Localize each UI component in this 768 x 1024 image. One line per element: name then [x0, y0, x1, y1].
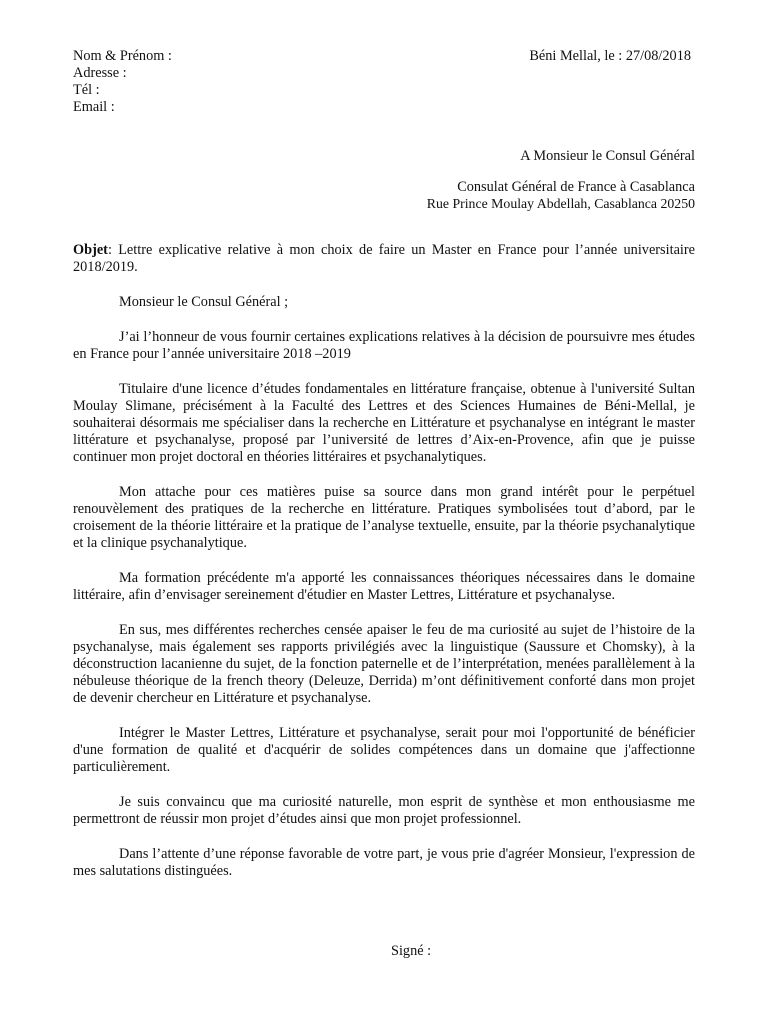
object-text: : Lettre explicative relative à mon choix de faire un Master en France pour l’année universitaire 2018/2019.	[73, 242, 695, 275]
signature-label: Signé :	[391, 943, 432, 959]
sender-phone-label: Tél :	[73, 82, 100, 98]
letter-body	[73, 242, 695, 880]
paragraph-intro: J’ai l’honneur de vous fournir certaines explications relatives à la décision de poursuivre mes études en France pour l’année universitaire 2018 –2019	[73, 329, 695, 362]
sender-address-label: Adresse :	[73, 65, 127, 81]
sender-name-label: Nom & Prénom :	[73, 48, 172, 64]
recipient-address	[427, 179, 695, 211]
sender-email-label: Email :	[73, 99, 115, 115]
paragraph-closing: Dans l’attente d’une réponse favorable de votre part, je vous prie d'agréer Monsieur, l'expression de mes salutations distinguées.	[73, 846, 695, 879]
paragraph-education: Titulaire d'une licence d’études fondamentales en littérature française, obtenue à l'université Sultan Moulay Slimane, précisément à la Faculté des Lettres et des Sciences Humaines de Béni-Mellal, je souhaiterai désormais me spécialiser dans la recherche en Littérature et psychanalyse en intégrant le master littérature et psychanalyse, proposé par l’université de lettres d’Aix-en-Provence, afin que je puisse continuer mon projet doctoral en théories littéraires et psychanalytiques.	[73, 381, 695, 465]
recipient-organization: Consulat Général de France à Casablanca	[457, 179, 695, 195]
sender-block	[73, 48, 172, 116]
object-label: Objet	[73, 242, 108, 258]
object-line	[73, 242, 695, 276]
place-date: Béni Mellal, le : 27/08/2018	[529, 48, 691, 64]
recipient-title: A Monsieur le Consul Général	[520, 148, 695, 164]
paragraph-training: Ma formation précédente m'a apporté les connaissances théoriques nécessaires dans le domaine littéraire, afin d’envisager sereinement d'étudier en Master Lettres, Littérature et psychanalyse.	[73, 570, 695, 603]
salutation: Monsieur le Consul Général ;	[119, 294, 289, 310]
paragraph-master: Intégrer le Master Lettres, Littérature et psychanalyse, serait pour moi l'opportunité de bénéficier d'une formation de qualité et d'acquérir de solides compétences dans un domaine que j'affectionne particulièrement.	[73, 725, 695, 775]
paragraph-interest: Mon attache pour ces matières puise sa source dans mon grand intérêt pour le perpétuel renouvèlement des pratiques de la recherche en littérature. Pratiques symbolisées tout d’abord, par le croisement de la théorie littéraire et la pratique de l’analyse textuelle, ensuite, par la théorie psychanalytique et la clinique psychanalytique.	[73, 484, 695, 551]
paragraph-conviction: Je suis convaincu que ma curiosité naturelle, mon esprit de synthèse et mon enthousiasme me permettront de réussir mon projet d’études ainsi que mon projet professionnel.	[73, 794, 695, 827]
paragraph-research: En sus, mes différentes recherches censée apaiser le feu de ma curiosité au sujet de l’histoire de la psychanalyse, mais également ses rapports privilégiés avec la linguistique (Saussure et Chomsky), à la déconstruction lacanienne du sujet, de la fonction paternelle et de l’interprétation, menées parallèlement à la nébuleuse théorique de la french theory (Deleuze, Derrida) m’ont définitivement conforté dans mon projet de devenir chercheur en Littérature et psychanalyse.	[73, 622, 695, 706]
recipient-street: Rue Prince Moulay Abdellah, Casablanca 20250	[426, 196, 695, 211]
